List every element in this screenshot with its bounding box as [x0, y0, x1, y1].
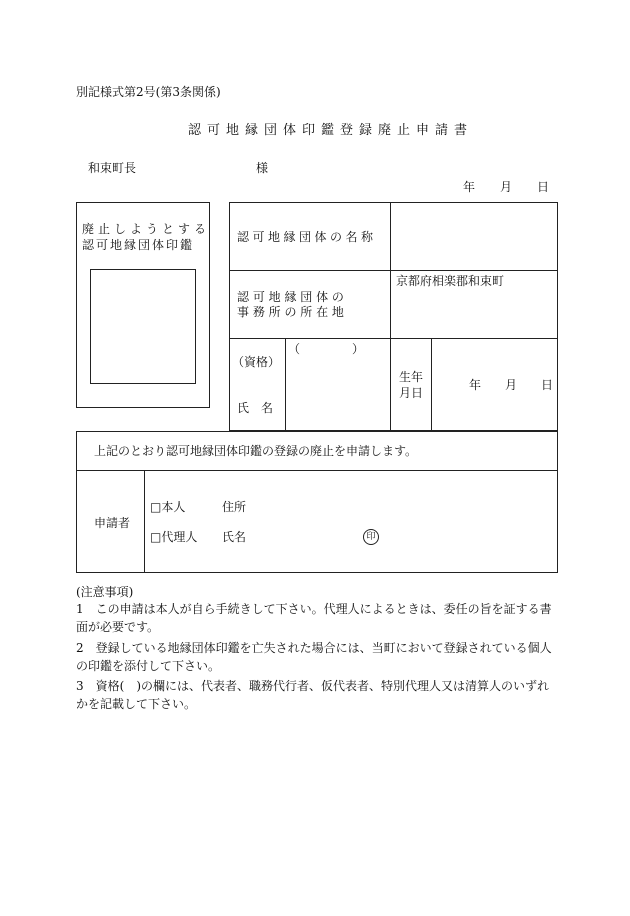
column-divider-main [390, 202, 391, 431]
seal-box-label-line1: 廃止しようとする [82, 222, 211, 236]
note-item-3: 3 資格( )の欄には、代表者、職務代行者、仮代表者、特別代理人又は清算人のいずれかを記載して下さい。 [76, 679, 550, 711]
name-label: 氏 名 [237, 401, 274, 415]
date-month: 月 [500, 180, 513, 194]
applicant-label: 申請者 [94, 516, 131, 530]
row-divider-1 [229, 270, 558, 271]
name-field[interactable] [287, 360, 389, 429]
office-address-value[interactable]: 京都府相楽郡和束町 [396, 274, 505, 288]
addressee: 和束町長 [88, 161, 137, 175]
honorific: 様 [256, 161, 269, 175]
form-number: 別記様式第2号(第3条関係) [76, 85, 221, 99]
column-divider-birth [431, 338, 432, 431]
statement-text: 上記のとおり認可地縁団体印鑑の登録の廃止を申請します。 [94, 444, 418, 458]
office-label-line2: 事 務 所 の 所 在 地 [237, 305, 344, 319]
statement-divider [76, 470, 558, 471]
seal-mark: 印 [363, 529, 379, 545]
notes-heading: (注意事項) [76, 585, 134, 599]
column-divider-qualification [285, 338, 286, 431]
birth-year: 年 [469, 378, 482, 392]
office-label-line1: 認 可 地 縁 団 体 の [237, 290, 344, 304]
birth-label-line1: 生年 [399, 370, 424, 384]
birth-label-line2: 月日 [399, 386, 424, 400]
group-name-field[interactable] [392, 204, 556, 268]
date-year: 年 [463, 180, 476, 194]
qualification-paren-close: ） [352, 342, 365, 356]
note-item-1: 1 この申請は本人が自ら手続きして下さい。代理人によるときは、委任の旨を証する書面が必要です。 [76, 602, 552, 634]
page-title: 認可地縁団体印鑑登録廃止申請書 [188, 123, 474, 138]
applicant-label-divider [144, 470, 145, 573]
agent-checkbox[interactable]: □代理人 [150, 530, 198, 544]
row-divider-2 [229, 338, 558, 339]
applicant-name-label: 氏名 [222, 530, 247, 544]
birth-month: 月 [505, 378, 518, 392]
seal-impression-area[interactable] [90, 269, 196, 384]
birth-day: 日 [541, 378, 554, 392]
date-day: 日 [537, 180, 550, 194]
qualification-label: （資格） [232, 355, 281, 369]
group-name-label: 認可地縁団体の名称 [237, 230, 377, 244]
note-item-2: 2 登録している地縁団体印鑑を亡失された場合には、当町において登録されている個人の印鑑を添付して下さい。 [76, 641, 552, 673]
self-checkbox[interactable]: □本人 [150, 500, 186, 514]
address-label: 住所 [222, 500, 247, 514]
qualification-paren-open: （ [288, 342, 301, 356]
seal-box-label-line2: 認可地縁団体印鑑 [82, 238, 195, 252]
